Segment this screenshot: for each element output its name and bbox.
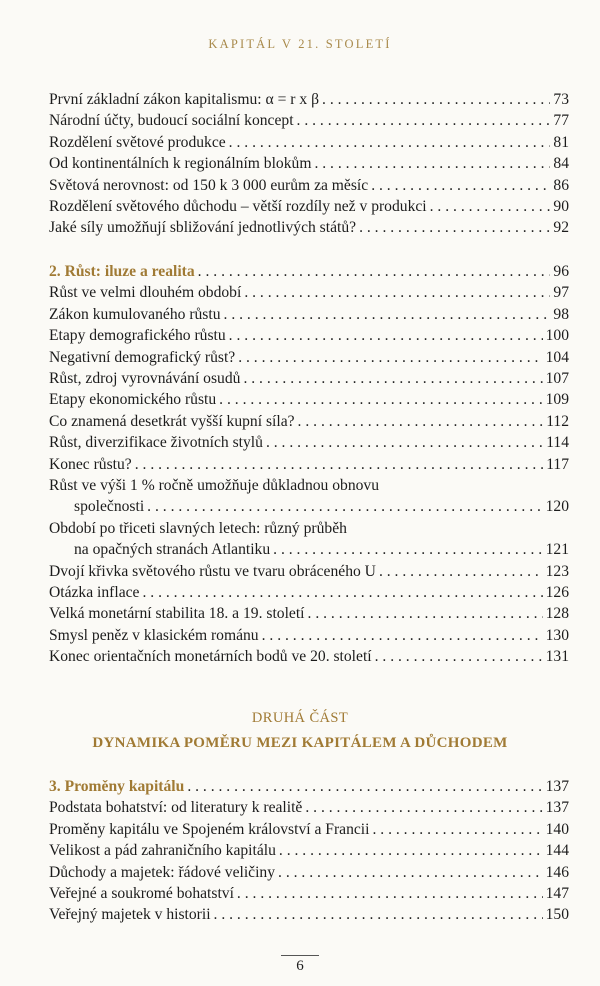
toc-entry-title: Rozdělení světového důchodu – větší rozdíly než v produkci (49, 197, 427, 215)
toc-entry-page: 150 (545, 906, 569, 924)
toc-entry[interactable] (49, 347, 569, 368)
dot-leader (244, 282, 550, 303)
dot-leader (379, 561, 543, 582)
folio-rule (281, 955, 319, 956)
toc-entry-title: Smysl peněz v klasickém románu (49, 626, 259, 644)
toc-entry-page: 140 (545, 820, 569, 838)
toc-entry-title: Národní účty, budoucí sociální koncept (49, 112, 294, 130)
toc-entry-page: 144 (545, 842, 569, 860)
toc-entry-page: 84 (553, 155, 569, 173)
chapter-heading-entry[interactable] (49, 776, 569, 797)
toc-entry-page: 131 (545, 648, 569, 666)
toc-entry-title: Co znamená desetkrát vyšší kupní síla? (49, 412, 295, 430)
toc-entry-title: Dvojí křivka světového růstu ve tvaru obráceného U (49, 562, 376, 580)
dot-leader (430, 196, 551, 217)
toc-entry-title: Negativní demografický růst? (49, 348, 236, 366)
toc-entry[interactable] (49, 432, 569, 453)
toc-entry-title-line2: společnosti (74, 498, 145, 516)
toc-entry[interactable] (49, 883, 569, 904)
dot-leader (305, 797, 542, 818)
dot-leader (298, 411, 544, 432)
page-number: 6 (296, 958, 304, 974)
dot-leader (375, 646, 543, 667)
dot-leader (262, 625, 543, 646)
dot-leader (187, 776, 542, 797)
toc-entry[interactable] (49, 110, 569, 131)
toc-entry-title: Velká monetární stabilita 18. a 19. století (49, 605, 305, 623)
toc-entry-page: 128 (545, 605, 569, 623)
toc-entry-page: 147 (545, 884, 569, 902)
dot-leader (229, 132, 551, 153)
toc-entry[interactable] (49, 454, 569, 475)
toc-entry-page: 73 (553, 91, 569, 108)
toc-entry-page: 114 (546, 434, 569, 452)
toc-entry-title: Důchody a majetek: řádové veličiny (49, 863, 276, 881)
toc-entry-title: Od kontinentálních k regionálním blokům (49, 155, 312, 173)
toc-entry-title: Růst, zdroj vyrovnávání osudů (49, 369, 241, 387)
part-title: DYNAMIKA POMĚRU MEZI KAPITÁLEM A DŮCHODEM (92, 735, 508, 751)
toc-entry-page: 77 (553, 112, 569, 130)
dot-leader (142, 582, 542, 603)
dot-leader (278, 862, 543, 883)
toc-entry[interactable] (49, 646, 569, 667)
toc-entry-title: Veřejný majetek v historii (49, 906, 211, 924)
toc-block-3 (49, 776, 569, 926)
toc-entry-page: 137 (545, 778, 569, 795)
dot-leader (273, 539, 542, 560)
toc-entry[interactable] (49, 840, 569, 861)
toc-entry-page: 81 (553, 133, 569, 151)
toc-entry-title: První základní zákon kapitalismu: α = r x β (49, 91, 320, 108)
toc-entry-page: 123 (545, 562, 569, 580)
toc-entry-page: 112 (546, 412, 569, 430)
dot-leader (237, 883, 543, 904)
toc-entry-page: 92 (553, 219, 569, 237)
toc-entry-page: 107 (545, 369, 569, 387)
toc-entry[interactable] (49, 217, 569, 238)
toc-entry[interactable] (49, 175, 569, 196)
dot-leader (297, 110, 551, 131)
dot-leader (266, 432, 543, 453)
dot-leader (322, 89, 550, 110)
dot-leader (219, 389, 542, 410)
toc-entry-title: Zákon kumulovaného růstu (49, 305, 221, 323)
toc-entry-title-line2-row (49, 539, 569, 560)
toc-block-2 (49, 261, 569, 667)
toc-entry-title-line1: Růst ve výši 1 % ročně umožňuje důkladnou obnovu (49, 476, 380, 494)
toc-entry-page: 97 (553, 284, 569, 302)
toc-entry[interactable] (49, 304, 569, 325)
toc-entry-title: Etapy ekonomického růstu (49, 391, 217, 409)
toc-entry[interactable] (49, 132, 569, 153)
toc-entry-page: 146 (545, 863, 569, 881)
toc-entry-page: 98 (553, 305, 569, 323)
toc-entry-title: Etapy demografického růstu (49, 327, 226, 345)
dot-leader (198, 261, 551, 282)
toc-entry-page: 104 (545, 348, 569, 366)
dot-leader (308, 603, 543, 624)
toc-entry-page: 130 (545, 626, 569, 644)
toc-entry-page: 96 (553, 263, 569, 280)
toc-entry-title: Růst, diverzifikace životních stylů (49, 434, 263, 452)
dot-leader (238, 347, 542, 368)
toc-entry[interactable] (49, 368, 569, 389)
toc-entry-title: Velikost a pád zahraničního kapitálu (49, 842, 276, 860)
toc-entry[interactable] (49, 325, 569, 346)
toc-entry[interactable] (49, 196, 569, 217)
toc-entry-title: Konec orientačních monetárních bodů ve 20. století (49, 648, 372, 666)
toc-entry-page: 100 (545, 327, 569, 345)
toc-entry-page: 121 (545, 541, 569, 559)
toc-entry-page: 109 (545, 391, 569, 409)
toc-entry-title: Světová nerovnost: od 150 k 3 000 eurům za měsíc (49, 176, 369, 194)
toc-entry-multiline[interactable] (49, 518, 569, 561)
part-label: DRUHÁ ČÁST (251, 710, 349, 726)
toc-entry[interactable] (49, 862, 569, 883)
toc-entry[interactable] (49, 282, 569, 303)
toc-entry-title-line1: Období po třiceti slavných letech: různý průběh (49, 519, 347, 537)
toc-entry-title-line2: na opačných stranách Atlantiku (74, 541, 271, 559)
toc-entry[interactable] (49, 561, 569, 582)
chapter-title: 3. Proměny kapitálu (49, 778, 185, 795)
toc-entry[interactable] (49, 582, 569, 603)
toc-entry-title: Veřejné a soukromé bohatství (49, 884, 234, 902)
toc-entry[interactable] (49, 411, 569, 432)
toc-entry-title: Otázka inflace (49, 583, 140, 601)
dot-leader (314, 153, 550, 174)
toc-entry[interactable] (49, 603, 569, 624)
toc-entry[interactable] (49, 797, 569, 818)
toc-entry[interactable] (49, 389, 569, 410)
dot-leader (135, 454, 543, 475)
chapter-heading-entry[interactable] (49, 261, 569, 282)
dot-leader (214, 904, 543, 925)
toc-entry-page: 137 (545, 799, 569, 817)
toc-entry-title: Podstata bohatství: od literatury k realitě (49, 799, 303, 817)
toc-entry-page: 90 (553, 197, 569, 215)
dot-leader (279, 840, 543, 861)
toc-entry[interactable] (49, 89, 569, 110)
toc-entry-title: Konec růstu? (49, 455, 132, 473)
toc-entry-page: 120 (545, 498, 569, 516)
dot-leader (372, 819, 542, 840)
toc-entry-title-line2-row (49, 496, 569, 517)
toc-entry-multiline[interactable] (49, 475, 569, 518)
dot-leader (229, 325, 543, 346)
toc-entry[interactable] (49, 819, 569, 840)
running-head: KAPITÁL V 21. STOLETÍ (208, 37, 392, 51)
toc-block-1 (49, 89, 569, 239)
toc-entry[interactable] (49, 153, 569, 174)
dot-leader (359, 217, 550, 238)
toc-entry-title: Rozdělení světové produkce (49, 133, 226, 151)
toc-entry-title: Růst ve velmi dlouhém období (49, 284, 242, 302)
toc-entry-page: 86 (553, 176, 569, 194)
toc-entry-page: 117 (546, 455, 569, 473)
toc-entry-title: Proměny kapitálu ve Spojeném království a Francii (49, 820, 370, 838)
chapter-title: 2. Růst: iluze a realita (49, 263, 195, 280)
dot-leader (224, 304, 551, 325)
dot-leader (147, 496, 542, 517)
toc-entry[interactable] (49, 625, 569, 646)
toc-entry-page: 126 (545, 583, 569, 601)
dot-leader (243, 368, 542, 389)
toc-entry[interactable] (49, 904, 569, 925)
dot-leader (371, 175, 550, 196)
toc-entry-title: Jaké síly umožňují sbližování jednotlivých států? (49, 219, 357, 237)
